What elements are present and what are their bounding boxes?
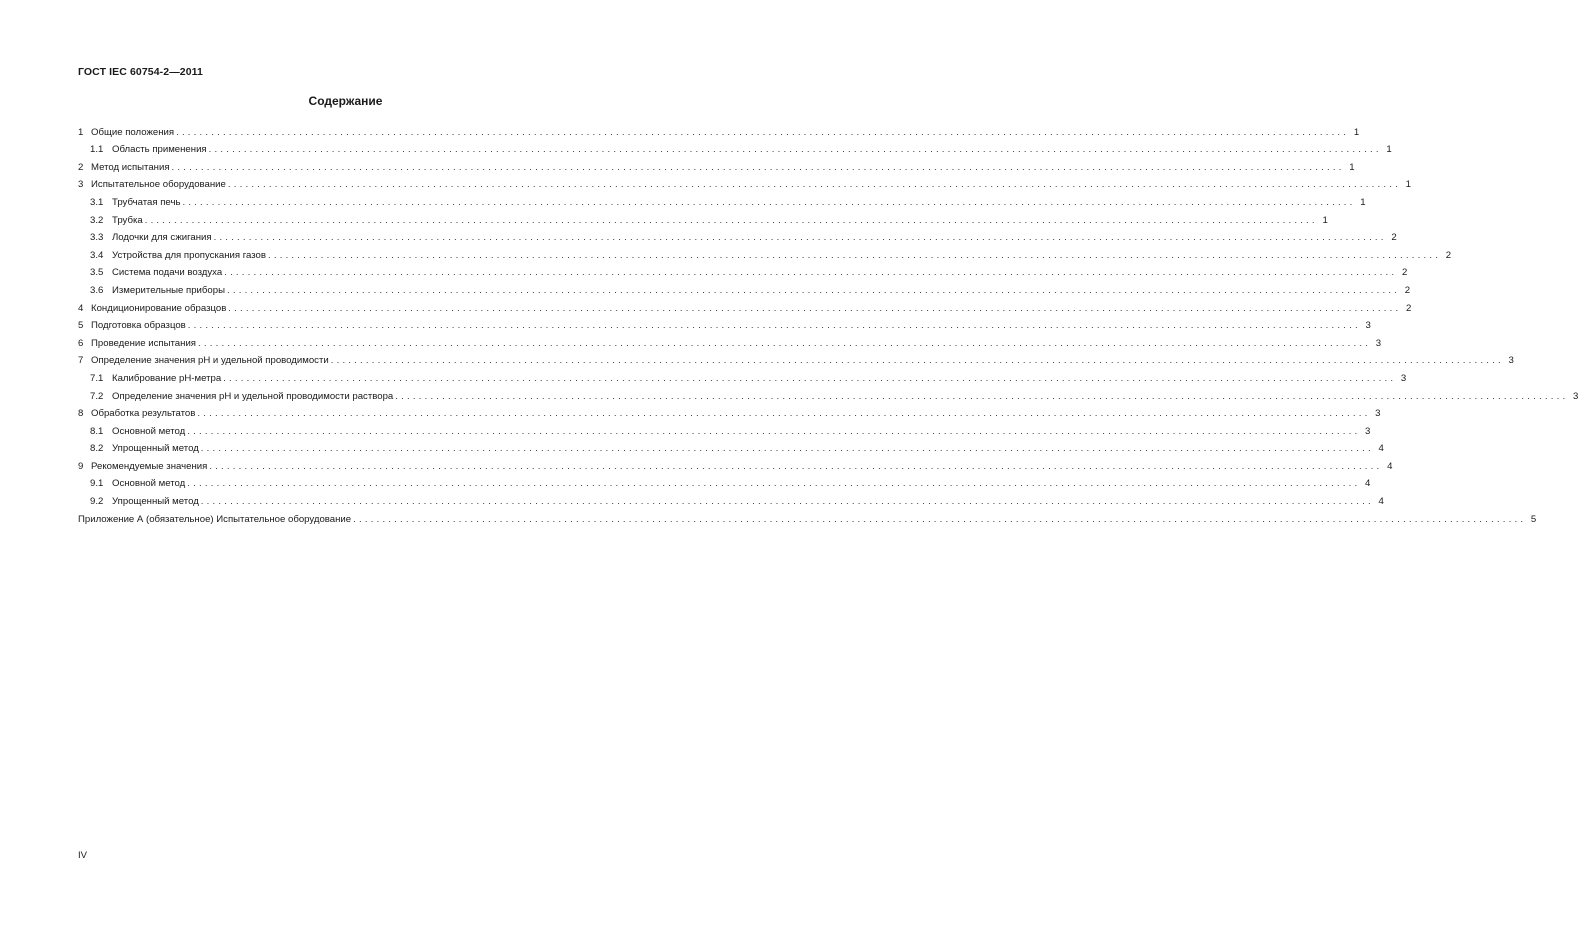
toc-entry-title: Трубка bbox=[112, 214, 143, 226]
toc-entry-page: 3 bbox=[1508, 355, 1514, 367]
toc-entry-title: Основной метод bbox=[112, 478, 186, 490]
toc-entry-number: 1 bbox=[78, 126, 84, 138]
toc-entry-page: 3 bbox=[1365, 320, 1371, 332]
toc-entry bbox=[78, 420, 1371, 438]
toc-entry-number: 8.2 bbox=[90, 443, 104, 455]
toc-entry-number: 7.2 bbox=[90, 390, 104, 402]
toc-entry-number: 8.1 bbox=[90, 425, 104, 437]
toc-entry bbox=[78, 262, 1408, 280]
toc-entry-title: Определение значения pH и удельной проводимости раствора bbox=[112, 390, 394, 402]
page-number: IV bbox=[78, 850, 87, 861]
toc-entry-title: Метод испытания bbox=[91, 161, 170, 173]
toc-entry-title: Устройства для пропускания газов bbox=[112, 249, 266, 261]
toc-entry-number: 3.5 bbox=[90, 267, 104, 279]
toc-leader-dots: ........................................................................................................................................................................................................ bbox=[226, 284, 1401, 296]
toc-entry bbox=[78, 490, 1384, 508]
table-of-contents bbox=[78, 121, 1578, 526]
document-header: ГОСТ IEC 60754-2—2011 bbox=[78, 66, 203, 78]
toc-entry-title: Кондиционирование образцов bbox=[91, 302, 227, 314]
toc-entry-number: 8 bbox=[78, 408, 84, 420]
toc-entry bbox=[78, 385, 1578, 403]
toc-leader-dots: ........................................................................................................................................................................................................ bbox=[197, 408, 1371, 420]
toc-entry-number: 3.4 bbox=[90, 249, 104, 261]
toc-entry bbox=[78, 174, 1411, 192]
toc-entry bbox=[78, 227, 1397, 245]
toc-entry-number: 5 bbox=[78, 320, 84, 332]
toc-entry-page: 2 bbox=[1391, 232, 1397, 244]
toc-entry-page: 1 bbox=[1322, 214, 1328, 226]
toc-leader-dots: ........................................................................................................................................................................................................ bbox=[198, 337, 1372, 349]
toc-entry-title: Основной метод bbox=[112, 425, 186, 437]
toc-entry-number: 9.2 bbox=[90, 496, 104, 508]
toc-entry bbox=[78, 315, 1371, 333]
toc-entry-number: 1.1 bbox=[90, 144, 104, 156]
toc-entry-title: Рекомендуемые значения bbox=[91, 460, 208, 472]
toc-entry-title: Испытательное оборудование bbox=[91, 179, 226, 191]
toc-entry-page: 1 bbox=[1405, 179, 1411, 191]
toc-leader-dots: ........................................................................................................................................................................................................ bbox=[182, 196, 1356, 208]
toc-leader-dots: ........................................................................................................................................................................................................ bbox=[227, 179, 1401, 191]
toc-entry-page: 3 bbox=[1375, 408, 1381, 420]
toc-entry-title: Трубчатая печь bbox=[112, 196, 181, 208]
toc-entry-page: 4 bbox=[1378, 443, 1384, 455]
toc-entry-number: 4 bbox=[78, 302, 84, 314]
toc-entry-title: Определение значения pH и удельной проводимости bbox=[91, 355, 329, 367]
toc-leader-dots: ........................................................................................................................................................................................................ bbox=[187, 320, 1361, 332]
toc-leader-dots: ........................................................................................................................................................................................................ bbox=[187, 425, 1361, 437]
toc-leader-dots: ........................................................................................................................................................................................................ bbox=[395, 390, 1569, 402]
toc-entry-title: Измерительные приборы bbox=[112, 284, 225, 296]
toc-entry-page: 3 bbox=[1365, 425, 1371, 437]
toc-leader-dots: ........................................................................................................................................................................................................ bbox=[187, 478, 1361, 490]
toc-entry-title: Приложение А (обязательное) Испытательное оборудование bbox=[78, 513, 352, 525]
toc-entry-number: 3.6 bbox=[90, 284, 104, 296]
toc-leader-dots: ........................................................................................................................................................................................................ bbox=[144, 214, 1318, 226]
toc-entry-number: 3.1 bbox=[90, 196, 104, 208]
toc-leader-dots: ........................................................................................................................................................................................................ bbox=[208, 144, 1382, 156]
toc-leader-dots: ........................................................................................................................................................................................................ bbox=[200, 443, 1374, 455]
toc-entry-number: 7.1 bbox=[90, 372, 104, 384]
toc-entry bbox=[78, 244, 1452, 262]
toc-entry bbox=[78, 403, 1381, 421]
toc-entry-page: 4 bbox=[1387, 460, 1393, 472]
toc-entry-page: 4 bbox=[1365, 478, 1371, 490]
toc-entry-number: 7 bbox=[78, 355, 84, 367]
toc-entry-page: 1 bbox=[1360, 196, 1366, 208]
toc-entry bbox=[78, 139, 1392, 157]
toc-entry bbox=[78, 367, 1407, 385]
toc-entry-page: 2 bbox=[1406, 302, 1412, 314]
toc-entry bbox=[78, 508, 1537, 526]
toc-leader-dots: ........................................................................................................................................................................................................ bbox=[224, 267, 1398, 279]
toc-title: Содержание bbox=[308, 94, 383, 108]
toc-entry bbox=[78, 191, 1366, 209]
toc-entry-number: 3.3 bbox=[90, 232, 104, 244]
toc-leader-dots: ........................................................................................................................................................................................................ bbox=[228, 302, 1402, 314]
toc-leader-dots: ........................................................................................................................................................................................................ bbox=[200, 496, 1374, 508]
toc-entry-title: Проведение испытания bbox=[91, 337, 196, 349]
toc-entry-page: 5 bbox=[1530, 513, 1537, 525]
toc-leader-dots: ........................................................................................................................................................................................................ bbox=[171, 161, 1345, 173]
toc-entry bbox=[78, 473, 1371, 491]
toc-entry bbox=[78, 438, 1384, 456]
toc-leader-dots: ........................................................................................................................................................................................................ bbox=[330, 355, 1504, 367]
toc-entry-number: 3.2 bbox=[90, 214, 104, 226]
toc-entry-title: Общие положения bbox=[91, 126, 175, 138]
toc-entry bbox=[78, 279, 1411, 297]
toc-entry-page: 2 bbox=[1404, 284, 1411, 296]
toc-entry-number: 9.1 bbox=[90, 478, 104, 490]
toc-entry bbox=[78, 350, 1514, 368]
toc-entry-number: 3 bbox=[78, 179, 84, 191]
toc-entry-page: 2 bbox=[1445, 249, 1452, 261]
toc-entry-number: 6 bbox=[78, 337, 84, 349]
toc-entry-number: 9 bbox=[78, 460, 84, 472]
toc-entry bbox=[78, 121, 1360, 139]
toc-entry-title: Обработка результатов bbox=[91, 408, 196, 420]
toc-entry-page: 4 bbox=[1378, 496, 1384, 508]
toc-entry-title: Лодочки для сжигания bbox=[112, 232, 212, 244]
toc-leader-dots: ........................................................................................................................................................................................................ bbox=[209, 460, 1383, 472]
toc-entry-number: 2 bbox=[78, 161, 84, 173]
toc-entry bbox=[78, 332, 1382, 350]
toc-leader-dots: ........................................................................................................................................................................................................ bbox=[223, 372, 1397, 384]
toc-entry bbox=[78, 455, 1393, 473]
toc-entry-page: 1 bbox=[1386, 144, 1392, 156]
toc-leader-dots: ........................................................................................................................................................................................................ bbox=[353, 513, 1527, 525]
toc-entry-page: 3 bbox=[1375, 337, 1382, 349]
toc-entry-page: 2 bbox=[1401, 267, 1408, 279]
toc-entry-title: Калибрование pH-метра bbox=[112, 372, 222, 384]
toc-entry-title: Область применения bbox=[112, 144, 207, 156]
toc-entry-page: 3 bbox=[1400, 372, 1407, 384]
toc-entry-title: Система подачи воздуха bbox=[112, 267, 223, 279]
toc-leader-dots: ........................................................................................................................................................................................................ bbox=[213, 232, 1387, 244]
toc-entry-title: Упрощенный метод bbox=[112, 496, 199, 508]
toc-entry bbox=[78, 156, 1355, 174]
toc-entry-title: Подготовка образцов bbox=[91, 320, 186, 332]
toc-entry-page: 1 bbox=[1349, 161, 1355, 173]
toc-entry-title: Упрощенный метод bbox=[112, 443, 199, 455]
toc-entry-page: 3 bbox=[1573, 390, 1578, 402]
toc-entry bbox=[78, 209, 1328, 227]
toc-leader-dots: ........................................................................................................................................................................................................ bbox=[176, 126, 1350, 138]
toc-leader-dots: ........................................................................................................................................................................................................ bbox=[267, 249, 1442, 261]
toc-entry bbox=[78, 297, 1412, 315]
toc-entry-page: 1 bbox=[1353, 126, 1360, 138]
